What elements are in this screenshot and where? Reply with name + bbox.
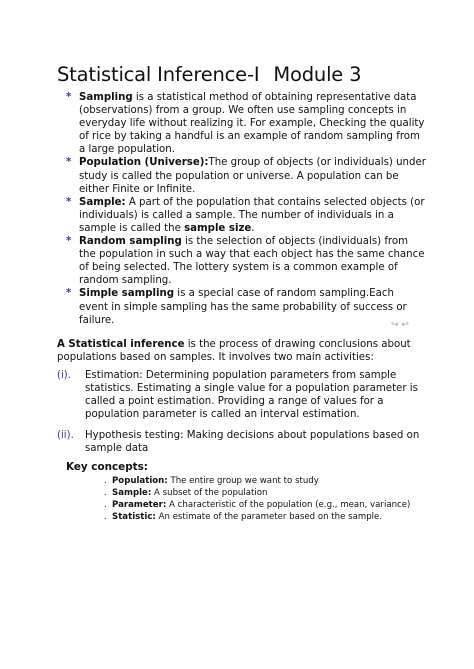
- navigation-arrows-icon: ↪ ↩: [391, 320, 409, 330]
- bullet-term-sample-size: sample size: [184, 222, 252, 234]
- bullet-term: Sampling: [79, 92, 133, 103]
- bullet-marker: *: [66, 157, 72, 169]
- inference-term: A Statistical inference: [57, 339, 185, 350]
- key-concept-item: [104, 512, 434, 524]
- title-module: Module 3: [273, 63, 362, 86]
- bullet-population: [66, 156, 426, 195]
- bullet-term: Population (Universe):: [79, 157, 209, 169]
- key-text: The entire group we want to study: [167, 476, 319, 486]
- key-marker: .: [104, 476, 107, 486]
- bullet-text: A part of the population that contains selected objects (or individuals) is called a sample. The number of individuals in a sample is called the: [79, 196, 425, 234]
- bullet-marker: *: [66, 236, 72, 248]
- activity-text: Hypothesis testing: Making decisions about populations based on sample data: [85, 430, 420, 455]
- definition-list: [66, 91, 426, 327]
- key-term: Sample:: [112, 487, 152, 498]
- bullet-marker: *: [66, 288, 72, 300]
- key-term: Population:: [112, 476, 168, 486]
- bullet-simple-sampling: [66, 287, 426, 326]
- activity-hypothesis-testing: [57, 429, 432, 455]
- bullet-text: is a statistical method of obtaining representative data (observations) from a group. We often use sampling concepts in everyday life without realizing it. For example, Checking the quality of rice by taking a handful is an example of random sampling from a large population.: [79, 92, 425, 156]
- key-concept-item: [104, 476, 434, 488]
- inference-paragraph: [57, 338, 432, 364]
- title-main: Statistical Inference-I: [57, 63, 260, 86]
- activity-text: Estimation: Determining population parameters from sample statistics. Estimating a single value for a population parameter is called a point estimation. Providing a range of values for a population parameter is called an interval estimation.: [85, 370, 418, 421]
- page-title: [57, 63, 361, 86]
- key-marker: .: [104, 487, 107, 498]
- key-concepts-list: [104, 476, 434, 524]
- key-term: Parameter:: [112, 499, 167, 510]
- bullet-random-sampling: [66, 235, 426, 287]
- inference-text: is the process of drawing conclusions about populations based on samples. It involves two main activities:: [57, 339, 411, 364]
- bullet-tail: .: [251, 222, 255, 234]
- bullet-marker: *: [66, 196, 72, 208]
- key-concept-item: [104, 500, 434, 512]
- activity-estimation: [57, 369, 432, 421]
- bullet-sampling: [66, 91, 426, 156]
- key-term: Statistic:: [112, 511, 156, 522]
- bullet-term: Sample:: [79, 196, 126, 208]
- activity-number: (ii).: [57, 430, 74, 441]
- key-text: A characteristic of the population (e.g., mean, variance): [166, 499, 411, 510]
- bullet-text: The group of objects (or individuals) under study is called the population or universe. A population can be either Finite or Infinite.: [79, 157, 426, 195]
- bullet-term: Simple sampling: [79, 288, 175, 300]
- bullet-text: is the selection of objects (individuals) from the population in such a way that each object has the same chance of being selected. The lottery system is a common example of random sampling.: [79, 236, 425, 287]
- key-concept-item: [104, 488, 434, 500]
- key-concepts-heading: Key concepts:: [66, 461, 148, 473]
- key-text: A subset of the population: [151, 487, 268, 498]
- key-marker: .: [104, 511, 107, 522]
- key-marker: .: [104, 499, 107, 510]
- key-text: An estimate of the parameter based on the sample.: [155, 511, 383, 522]
- bullet-term: Random sampling: [79, 236, 182, 248]
- bullet-marker: *: [66, 92, 72, 103]
- bullet-text: is a special case of random sampling.Each event in simple sampling has the same probability of success or failure.: [79, 288, 407, 326]
- bullet-sample: [66, 196, 426, 235]
- activity-number: (i).: [57, 370, 72, 381]
